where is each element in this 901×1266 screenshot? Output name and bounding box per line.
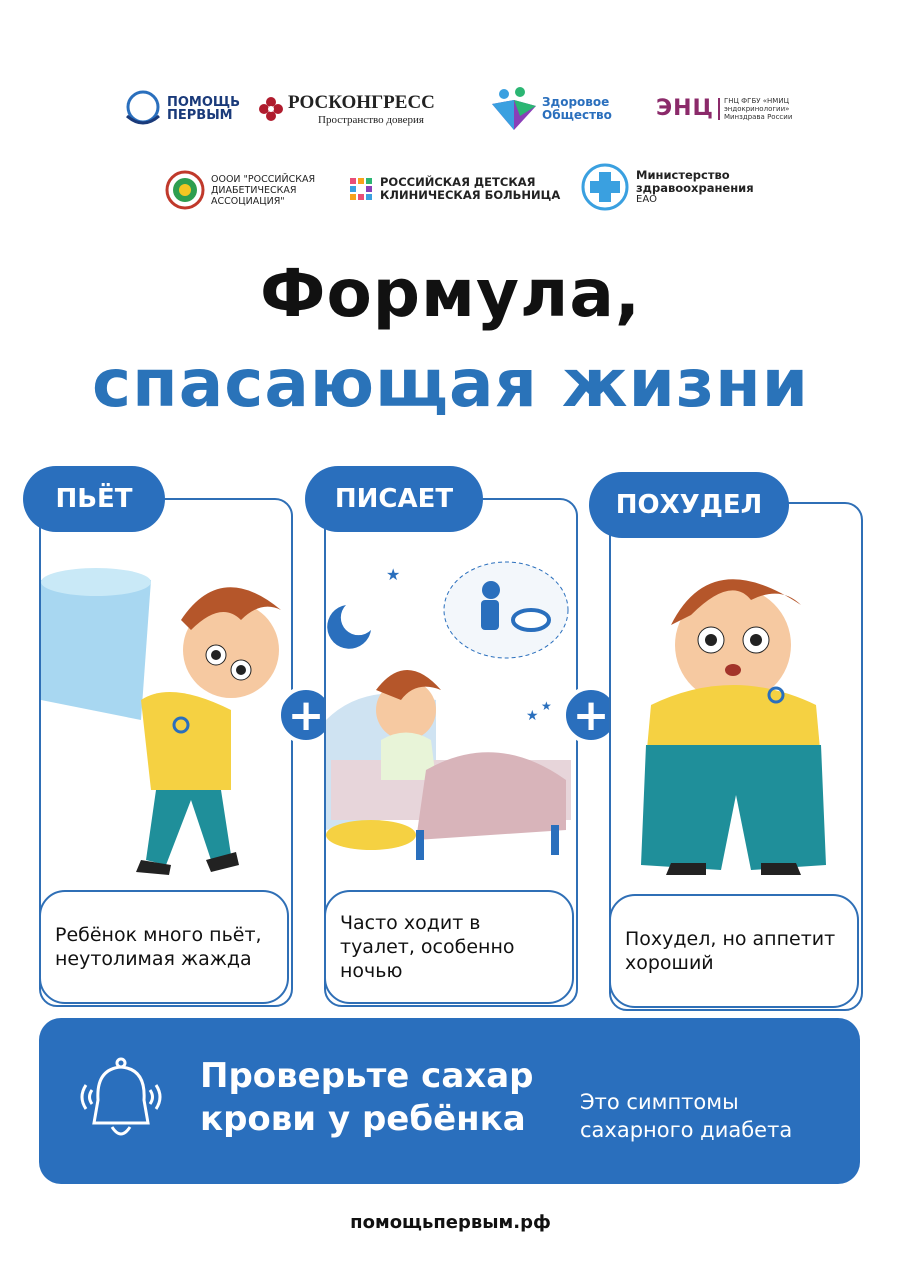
plus-icon-2: + [562, 686, 620, 744]
pomosch-pervym-text: ПОМОЩЬ ПЕРВЫМ [167, 95, 241, 123]
rda-text: ОООИ "РОССИЙСКАЯ ДИАБЕТИЧЕСКАЯ АССОЦИАЦИЯ" [211, 173, 316, 207]
svg-text:★: ★ [386, 565, 401, 584]
zdorovoe-obschestvo-text: Здоровое Общество [542, 95, 612, 122]
minzdrav-eao-logo [580, 162, 754, 212]
title-line-2: спасающая жизни [91, 345, 810, 422]
bell-icon [76, 1055, 166, 1145]
pomosch-pervym-logo [123, 90, 240, 128]
rda-emblem-icon [165, 170, 205, 210]
title-line-1: Формула, [260, 255, 641, 332]
card-urinates-label: ПИСАЕТ [305, 466, 483, 532]
boy-drinking-illustration [41, 560, 287, 880]
enc-subtitle: ГНЦ ФГБУ «НМИЦ эндокринологии» Минздрава России [723, 96, 793, 121]
enc-text: ЭНЦ [656, 96, 714, 121]
roscongress-flower-icon [258, 96, 284, 122]
minzdrav-cross-icon [580, 162, 630, 212]
rdkb-logo [348, 176, 560, 202]
rdkb-text: РОССИЙСКАЯ ДЕТСКАЯ КЛИНИЧЕСКАЯ БОЛЬНИЦА [380, 175, 561, 202]
banner-sub-text: Это симптомы сахарного диабета [580, 1090, 793, 1142]
boy-bed-toilet-illustration [326, 550, 572, 880]
pomosch-pervym-emblem-icon [123, 90, 163, 128]
banner-main-text: Проверьте сахар крови у ребёнка [200, 1056, 534, 1139]
card-urinates-caption: Часто ходит в туалет, особенно ночью [324, 890, 574, 1004]
rdkb-emblem-icon [348, 176, 374, 202]
card-drinks-label: ПЬЁТ [23, 466, 165, 532]
roscongress-subtitle: Пространство доверия [318, 114, 424, 126]
roscongress-text: РОСКОНГРЕСС [288, 92, 435, 113]
minzdrav-subtitle: ЕАО [636, 194, 658, 205]
enc-logo [656, 96, 796, 121]
svg-text:★: ★ [541, 699, 552, 713]
rda-logo [165, 170, 315, 210]
card-drinks-caption: Ребёнок много пьёт, неутолимая жажда [39, 890, 289, 1004]
minzdrav-text: Министерство здравоохранения [636, 168, 754, 195]
boy-loose-pants-illustration [611, 545, 857, 885]
card-lost-weight-caption: Похудел, но аппетит хороший [609, 894, 859, 1008]
plus-icon-1: + [277, 686, 335, 744]
website-link[interactable]: помощьпервым.рф [350, 1212, 551, 1233]
svg-text:★: ★ [526, 708, 539, 724]
enc-divider [718, 98, 720, 120]
roscongress-logo [258, 92, 435, 126]
card-lost-weight-label: ПОХУДЕЛ [589, 472, 789, 538]
zdorovoe-obschestvo-logo [490, 86, 612, 132]
zdorovoe-obschestvo-emblem-icon [490, 86, 538, 132]
